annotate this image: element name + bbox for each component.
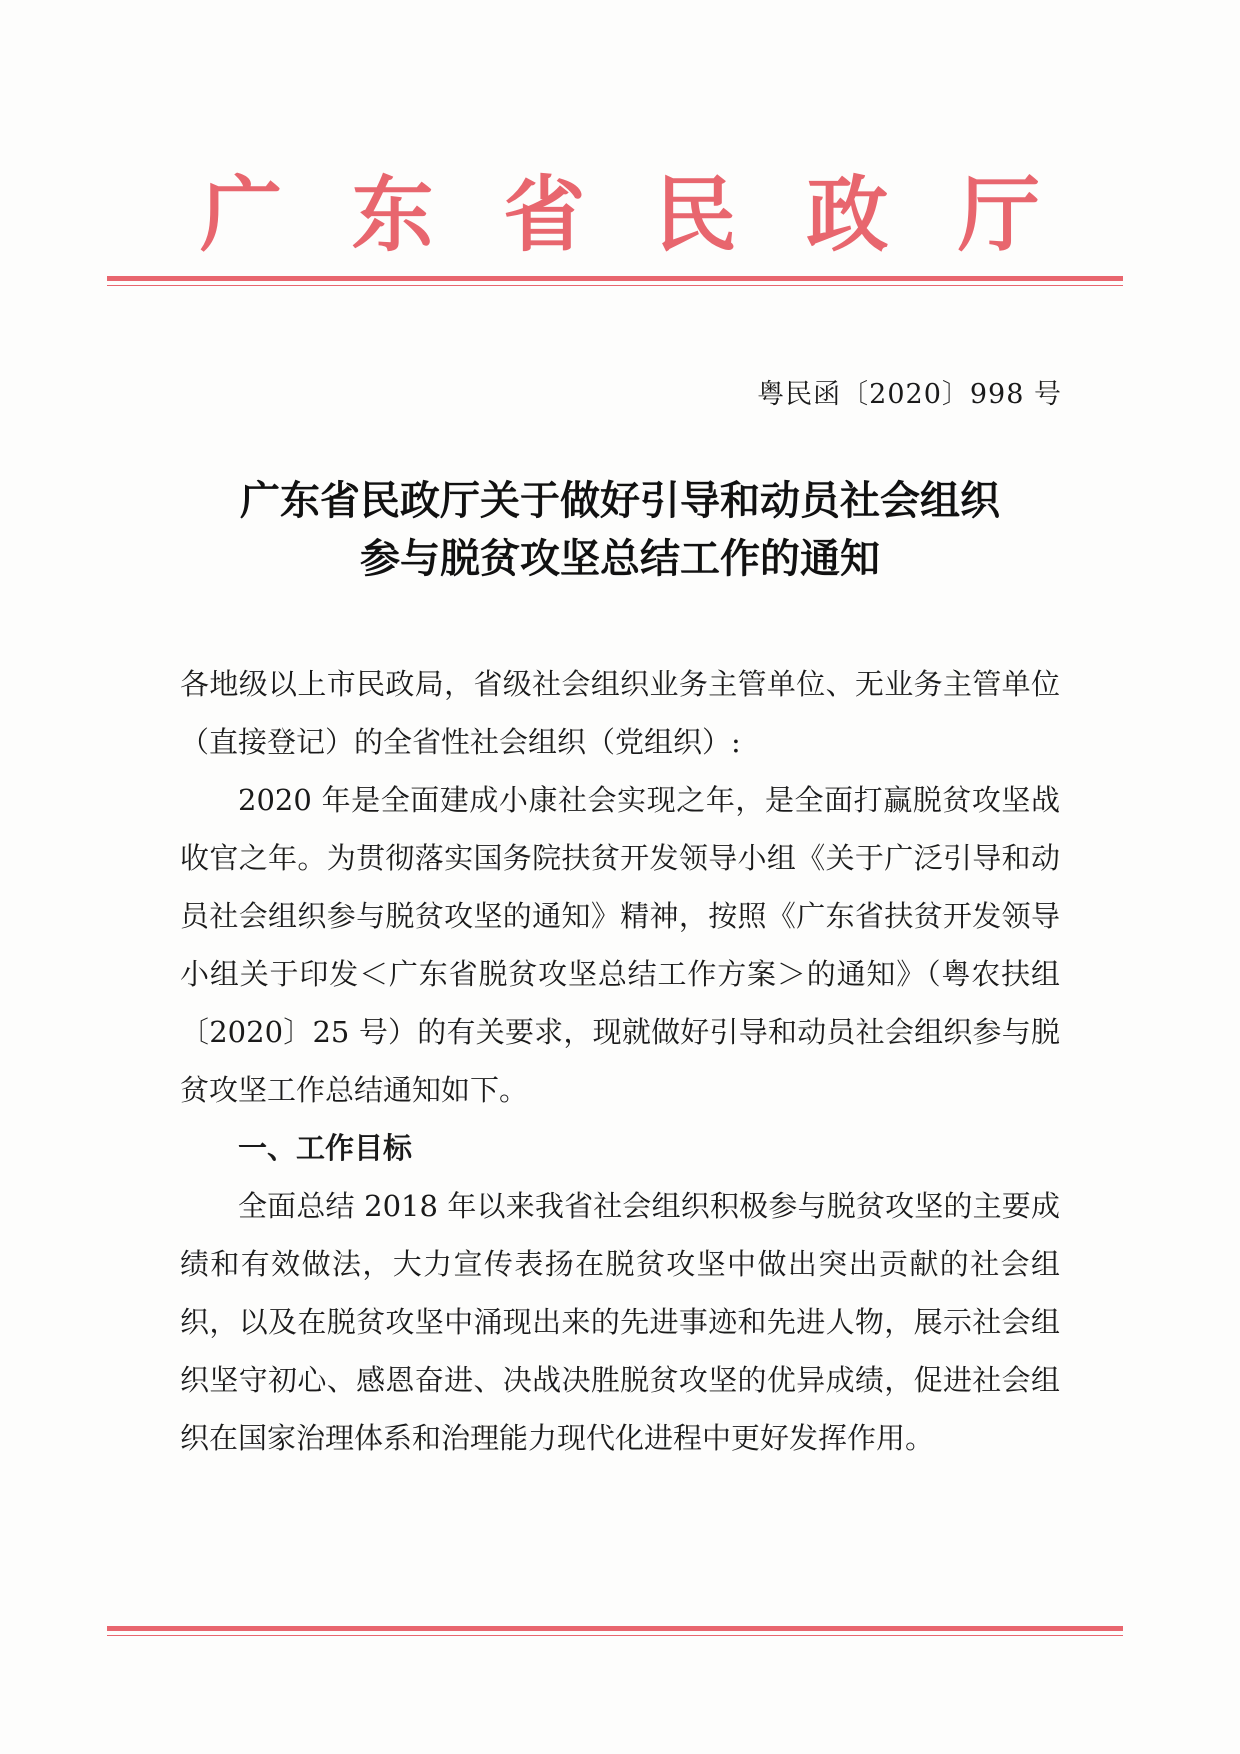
letterhead-char: 东 [351,167,434,263]
letterhead-char: 政 [806,167,889,263]
divider-thick-line [107,1626,1123,1631]
addressee-paragraph: 各地级以上市民政局，省级社会组织业务主管单位、无业务主管单位（直接登记）的全省性社会组织（党组织）: [180,667,1060,759]
document-number: 粤民函〔2020〕998 号 [757,379,1062,410]
letterhead-char: 民 [654,167,737,263]
divider-thin-line [107,1635,1123,1636]
document-body [180,655,1060,1467]
letterhead-char: 广 [200,167,283,263]
notice-title-line-2: 参与脱贫攻坚总结工作的通知 [360,536,880,582]
body-paragraph-2: 全面总结 2018 年以来我省社会组织积极参与脱贫攻坚的主要成绩和有效做法，大力宣传表扬在脱贫攻坚中做出突出贡献的社会组织，以及在脱贫攻坚中涌现出来的先进事迹和先进人物，展示社会组织坚守初心、感恩奋进、决战决胜脱贫攻坚的优异成绩，促进社会组织在国家治理体系和治理能力现代化进程中更好发挥作用。 [180,1189,1060,1455]
letterhead-divider-top [107,276,1123,286]
divider-thick-line [107,276,1123,281]
letterhead-char: 厅 [957,167,1040,263]
letterhead-title [200,165,1040,265]
notice-title-line-1: 广东省民政厅关于做好引导和动员社会组织 [240,478,1000,524]
divider-thin-line [107,285,1123,286]
footer-divider [107,1626,1123,1636]
section-heading-work-goal: 一、工作目标 [238,1131,413,1165]
notice-title [120,472,1120,588]
letterhead-char: 省 [503,167,586,263]
body-paragraph-1: 2020 年是全面建成小康社会实现之年，是全面打赢脱贫攻坚战收官之年。为贯彻落实国务院扶贫开发领导小组《关于广泛引导和动员社会组织参与脱贫攻坚的通知》精神，按照《广东省扶贫开发领导小组关于印发＜广东省脱贫攻坚总结工作方案＞的通知》（粤农扶组〔2020〕25 号）的有关要求，现就做好引导和动员社会组织参与脱贫攻坚工作总结通知如下。 [180,783,1060,1107]
